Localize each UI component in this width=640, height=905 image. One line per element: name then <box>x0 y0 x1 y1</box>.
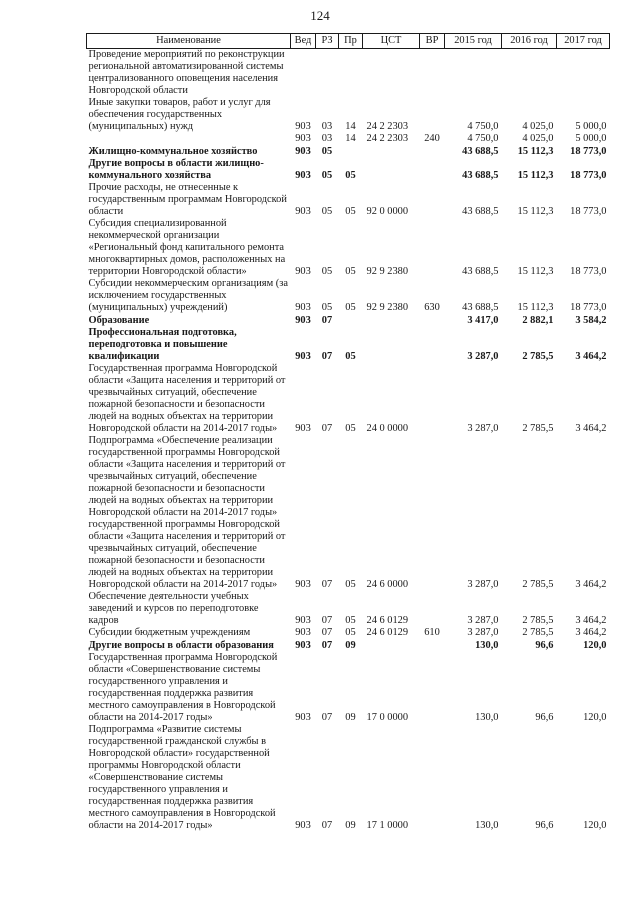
cell-rz <box>316 49 339 98</box>
cell-cst <box>363 145 420 158</box>
cell-2017: 3 464,2 <box>575 351 607 362</box>
cell-cst: 24 2 2303 <box>366 121 409 132</box>
cell-vr <box>420 591 445 627</box>
cell-2017: 3 584,2 <box>575 315 607 326</box>
cell-cst: 24 6 0129 <box>366 615 409 626</box>
page-number: 124 <box>310 8 330 23</box>
cell-pr: 14 <box>345 133 356 144</box>
cell-2017: 3 464,2 <box>575 615 607 626</box>
header-year-2015: 2015 год <box>445 34 502 49</box>
cell-ved: 903 <box>295 121 311 132</box>
cell-cst: 92 0 0000 <box>366 206 409 217</box>
cell-2017: 18 773,0 <box>570 206 607 217</box>
cell-ved: 903 <box>295 615 311 626</box>
table-row <box>87 435 610 591</box>
cell-ved: 903 <box>295 302 311 313</box>
cell-rz: 07 <box>321 315 333 326</box>
header-vr: ВР <box>420 34 445 49</box>
table-row <box>87 591 610 627</box>
cell-vr <box>420 218 445 278</box>
cell-cst <box>363 158 420 182</box>
cell-cst: 24 0 0000 <box>366 423 409 434</box>
cell-ved: 903 <box>295 820 311 831</box>
cell-name: Государственная программа Новгородской области «Защита населения и территорий от чрезвычайных ситуаций, обеспечение пожарной безопасности и безопасности людей на водных объектах на территории Новгородской области на 2014-2017 годы» <box>88 363 286 434</box>
header-ved: Вед <box>291 34 316 49</box>
cell-cst: 24 2 2303 <box>366 133 409 144</box>
cell-ved: 903 <box>295 133 311 144</box>
cell-2015: 3 417,0 <box>467 315 499 326</box>
cell-2016 <box>502 49 557 98</box>
table-row <box>87 724 610 832</box>
cell-2016: 96,6 <box>535 640 554 651</box>
cell-2016: 2 785,5 <box>522 351 554 362</box>
cell-name <box>87 133 291 145</box>
cell-2015: 4 750,0 <box>467 133 499 144</box>
cell-name: Субсидии некоммерческим организациям (за исключением государственных (муниципальных) учреждений) <box>88 278 288 313</box>
cell-pr: 09 <box>345 820 356 831</box>
cell-rz: 05 <box>321 146 333 157</box>
cell-2017 <box>557 49 610 98</box>
cell-2016: 96,6 <box>535 712 554 723</box>
cell-ved: 903 <box>295 712 311 723</box>
cell-name: Проведение мероприятий по реконструкции региональной автоматизированной системы централизованного оповещения населения Новгородской области <box>88 49 285 96</box>
header-year-2017: 2017 год <box>557 34 610 49</box>
cell-2016: 15 112,3 <box>517 170 554 181</box>
cell-pr <box>339 314 363 327</box>
cell-cst: 92 9 2380 <box>366 266 409 277</box>
cell-rz: 03 <box>321 121 333 132</box>
cell-cst: 24 6 0129 <box>366 627 409 638</box>
cell-2016: 2 785,5 <box>522 423 554 434</box>
cell-cst <box>363 639 420 652</box>
cell-2016: 15 112,3 <box>517 146 554 157</box>
cell-2017: 3 464,2 <box>575 423 607 434</box>
cell-vr <box>420 639 445 652</box>
table-row <box>87 327 610 363</box>
cell-rz: 07 <box>321 640 333 651</box>
cell-name: Субсидии бюджетным учреждениям <box>88 627 251 638</box>
cell-2016: 15 112,3 <box>517 302 554 313</box>
cell-2015: 130,0 <box>475 712 499 723</box>
cell-ved: 903 <box>295 579 311 590</box>
cell-rz: 05 <box>321 206 333 217</box>
table-row <box>87 133 610 145</box>
table-header-row <box>87 34 610 49</box>
cell-vr <box>420 724 445 832</box>
cell-vr <box>420 145 445 158</box>
cell-2016: 4 025,0 <box>522 121 554 132</box>
cell-2016: 2 882,1 <box>522 315 554 326</box>
table-row <box>87 97 610 133</box>
cell-pr <box>339 145 363 158</box>
cell-pr: 09 <box>345 712 356 723</box>
cell-ved: 903 <box>295 170 311 181</box>
cell-pr: 05 <box>345 302 356 313</box>
cell-2017: 3 464,2 <box>575 627 607 638</box>
cell-name: Обеспечение деятельности учебных заведений и курсов по переподготовке кадров <box>88 591 259 626</box>
cell-pr: 05 <box>345 579 356 590</box>
cell-2016: 2 785,5 <box>522 627 554 638</box>
cell-rz: 07 <box>321 820 333 831</box>
cell-2017: 3 464,2 <box>575 579 607 590</box>
cell-2015: 3 287,0 <box>467 423 499 434</box>
cell-2017: 18 773,0 <box>570 146 607 157</box>
cell-rz: 07 <box>321 712 333 723</box>
cell-2015: 130,0 <box>475 820 499 831</box>
cell-2017: 18 773,0 <box>570 170 607 181</box>
cell-2016: 2 785,5 <box>522 615 554 626</box>
cell-ved: 903 <box>295 351 311 362</box>
cell-ved <box>291 49 316 98</box>
cell-cst <box>363 314 420 327</box>
cell-2017: 18 773,0 <box>570 302 607 313</box>
budget-table <box>86 33 610 832</box>
cell-name: Подпрограмма «Развитие системы государственной гражданской службы в Новгородской области» государственной программы Новгородской области «Совершенствование системы государственного управления и государственная поддержка развития местного самоуправления в Новгородской области на 2014-2017 годы» <box>88 724 276 831</box>
cell-2015: 130,0 <box>475 640 499 651</box>
cell-cst <box>363 49 420 98</box>
cell-pr: 05 <box>345 627 356 638</box>
cell-2015 <box>445 49 502 98</box>
cell-pr: 05 <box>345 351 356 362</box>
table-row <box>87 363 610 435</box>
cell-vr <box>420 435 445 591</box>
cell-vr <box>420 97 445 133</box>
cell-name: Иные закупки товаров, работ и услуг для обеспечения государственных (муниципальных) нужд <box>88 97 271 132</box>
cell-ved: 903 <box>295 315 311 326</box>
cell-rz: 05 <box>321 170 333 181</box>
table-row <box>87 652 610 724</box>
header-pr: Пр <box>339 34 363 49</box>
cell-2015: 43 688,5 <box>462 266 499 277</box>
cell-ved: 903 <box>295 146 311 157</box>
cell-pr: 05 <box>345 423 356 434</box>
cell-rz: 07 <box>321 351 333 362</box>
cell-name: Другие вопросы в области жилищно-коммунального хозяйства <box>88 158 264 181</box>
cell-pr: 05 <box>345 266 356 277</box>
table-row <box>87 278 610 314</box>
cell-2016: 15 112,3 <box>517 206 554 217</box>
cell-cst: 17 0 0000 <box>366 712 409 723</box>
cell-2015: 43 688,5 <box>462 206 499 217</box>
table-row <box>87 218 610 278</box>
cell-vr <box>420 49 445 98</box>
cell-vr: 630 <box>424 302 440 313</box>
cell-ved: 903 <box>295 640 311 651</box>
cell-2015: 43 688,5 <box>462 302 499 313</box>
cell-rz: 03 <box>321 133 333 144</box>
cell-name: Субсидия специализированной некоммерческой организации «Региональный фонд капитального ремонта многоквартирных домов, расположенных на территории Новгородской области» <box>88 218 286 277</box>
header-rz: РЗ <box>316 34 339 49</box>
table-row <box>87 314 610 327</box>
cell-pr: 05 <box>345 615 356 626</box>
cell-ved: 903 <box>295 423 311 434</box>
table-row <box>87 639 610 652</box>
cell-2015: 43 688,5 <box>462 146 499 157</box>
cell-pr: 09 <box>345 640 356 651</box>
cell-2016: 4 025,0 <box>522 133 554 144</box>
cell-cst <box>363 327 420 363</box>
cell-2017: 120,0 <box>583 640 607 651</box>
cell-2016: 96,6 <box>535 820 554 831</box>
header-cst: ЦСТ <box>363 34 420 49</box>
cell-vr <box>420 158 445 182</box>
header-year-2016: 2016 год <box>502 34 557 49</box>
cell-name: Образование <box>88 315 150 326</box>
cell-2015: 3 287,0 <box>467 351 499 362</box>
cell-name: Государственная программа Новгородской области «Совершенствование системы государственного управления и государственная поддержка развития местного самоуправления в Новгородской области на 2014-2017 годы» <box>88 652 278 723</box>
cell-ved: 903 <box>295 266 311 277</box>
cell-pr <box>339 49 363 98</box>
cell-rz: 07 <box>321 615 333 626</box>
cell-name: Профессиональная подготовка, переподготовка и повышение квалификации <box>88 327 237 362</box>
cell-name: Жилищно-коммунальное хозяйство <box>88 146 258 157</box>
cell-rz: 07 <box>321 423 333 434</box>
cell-pr: 05 <box>345 170 356 181</box>
table-row <box>87 158 610 182</box>
cell-2017: 120,0 <box>583 712 607 723</box>
cell-pr: 14 <box>345 121 356 132</box>
header-name: Наименование <box>87 34 291 49</box>
cell-name: Прочие расходы, не отнесенные к государственным программам Новгородской области <box>88 182 287 217</box>
cell-vr <box>420 327 445 363</box>
cell-rz: 07 <box>321 579 333 590</box>
cell-cst: 17 1 0000 <box>366 820 409 831</box>
cell-2015: 3 287,0 <box>467 615 499 626</box>
table-row <box>87 627 610 639</box>
cell-vr <box>420 182 445 218</box>
cell-vr <box>420 363 445 435</box>
cell-rz: 07 <box>321 627 333 638</box>
cell-vr: 610 <box>424 627 440 638</box>
table-row <box>87 145 610 158</box>
cell-cst: 24 6 0000 <box>366 579 409 590</box>
table-row <box>87 182 610 218</box>
cell-pr: 05 <box>345 206 356 217</box>
cell-cst: 92 9 2380 <box>366 302 409 313</box>
cell-2017: 5 000,0 <box>575 133 607 144</box>
cell-rz: 05 <box>321 302 333 313</box>
cell-name: Подпрограмма «Обеспечение реализации государственной программы Новгородской области «Защита населения и территорий от чрезвычайных ситуаций, обеспечение пожарной безопасности и безопасности людей на водных объектах на территории Новгородской области на 2014-2017 годы» государственной программы Новгородской области «Защита населения и территорий от чрезвычайных ситуаций, обеспечение пожарной безопасности и безопасности людей на водных объектах на территории Новгородской области на 2014-2017 годы» <box>88 435 286 590</box>
cell-name: Другие вопросы в области образования <box>88 640 274 651</box>
cell-rz: 05 <box>321 266 333 277</box>
cell-2015: 4 750,0 <box>467 121 499 132</box>
cell-2015: 3 287,0 <box>467 627 499 638</box>
cell-2016: 15 112,3 <box>517 266 554 277</box>
cell-vr <box>420 652 445 724</box>
table-row <box>87 49 610 98</box>
cell-2017: 5 000,0 <box>575 121 607 132</box>
cell-ved: 903 <box>295 206 311 217</box>
cell-ved: 903 <box>295 627 311 638</box>
cell-2017: 18 773,0 <box>570 266 607 277</box>
cell-2016: 2 785,5 <box>522 579 554 590</box>
cell-vr: 240 <box>424 133 440 144</box>
table-body <box>87 49 610 833</box>
cell-vr <box>420 314 445 327</box>
cell-2015: 3 287,0 <box>467 579 499 590</box>
cell-2015: 43 688,5 <box>462 170 499 181</box>
cell-2017: 120,0 <box>583 820 607 831</box>
